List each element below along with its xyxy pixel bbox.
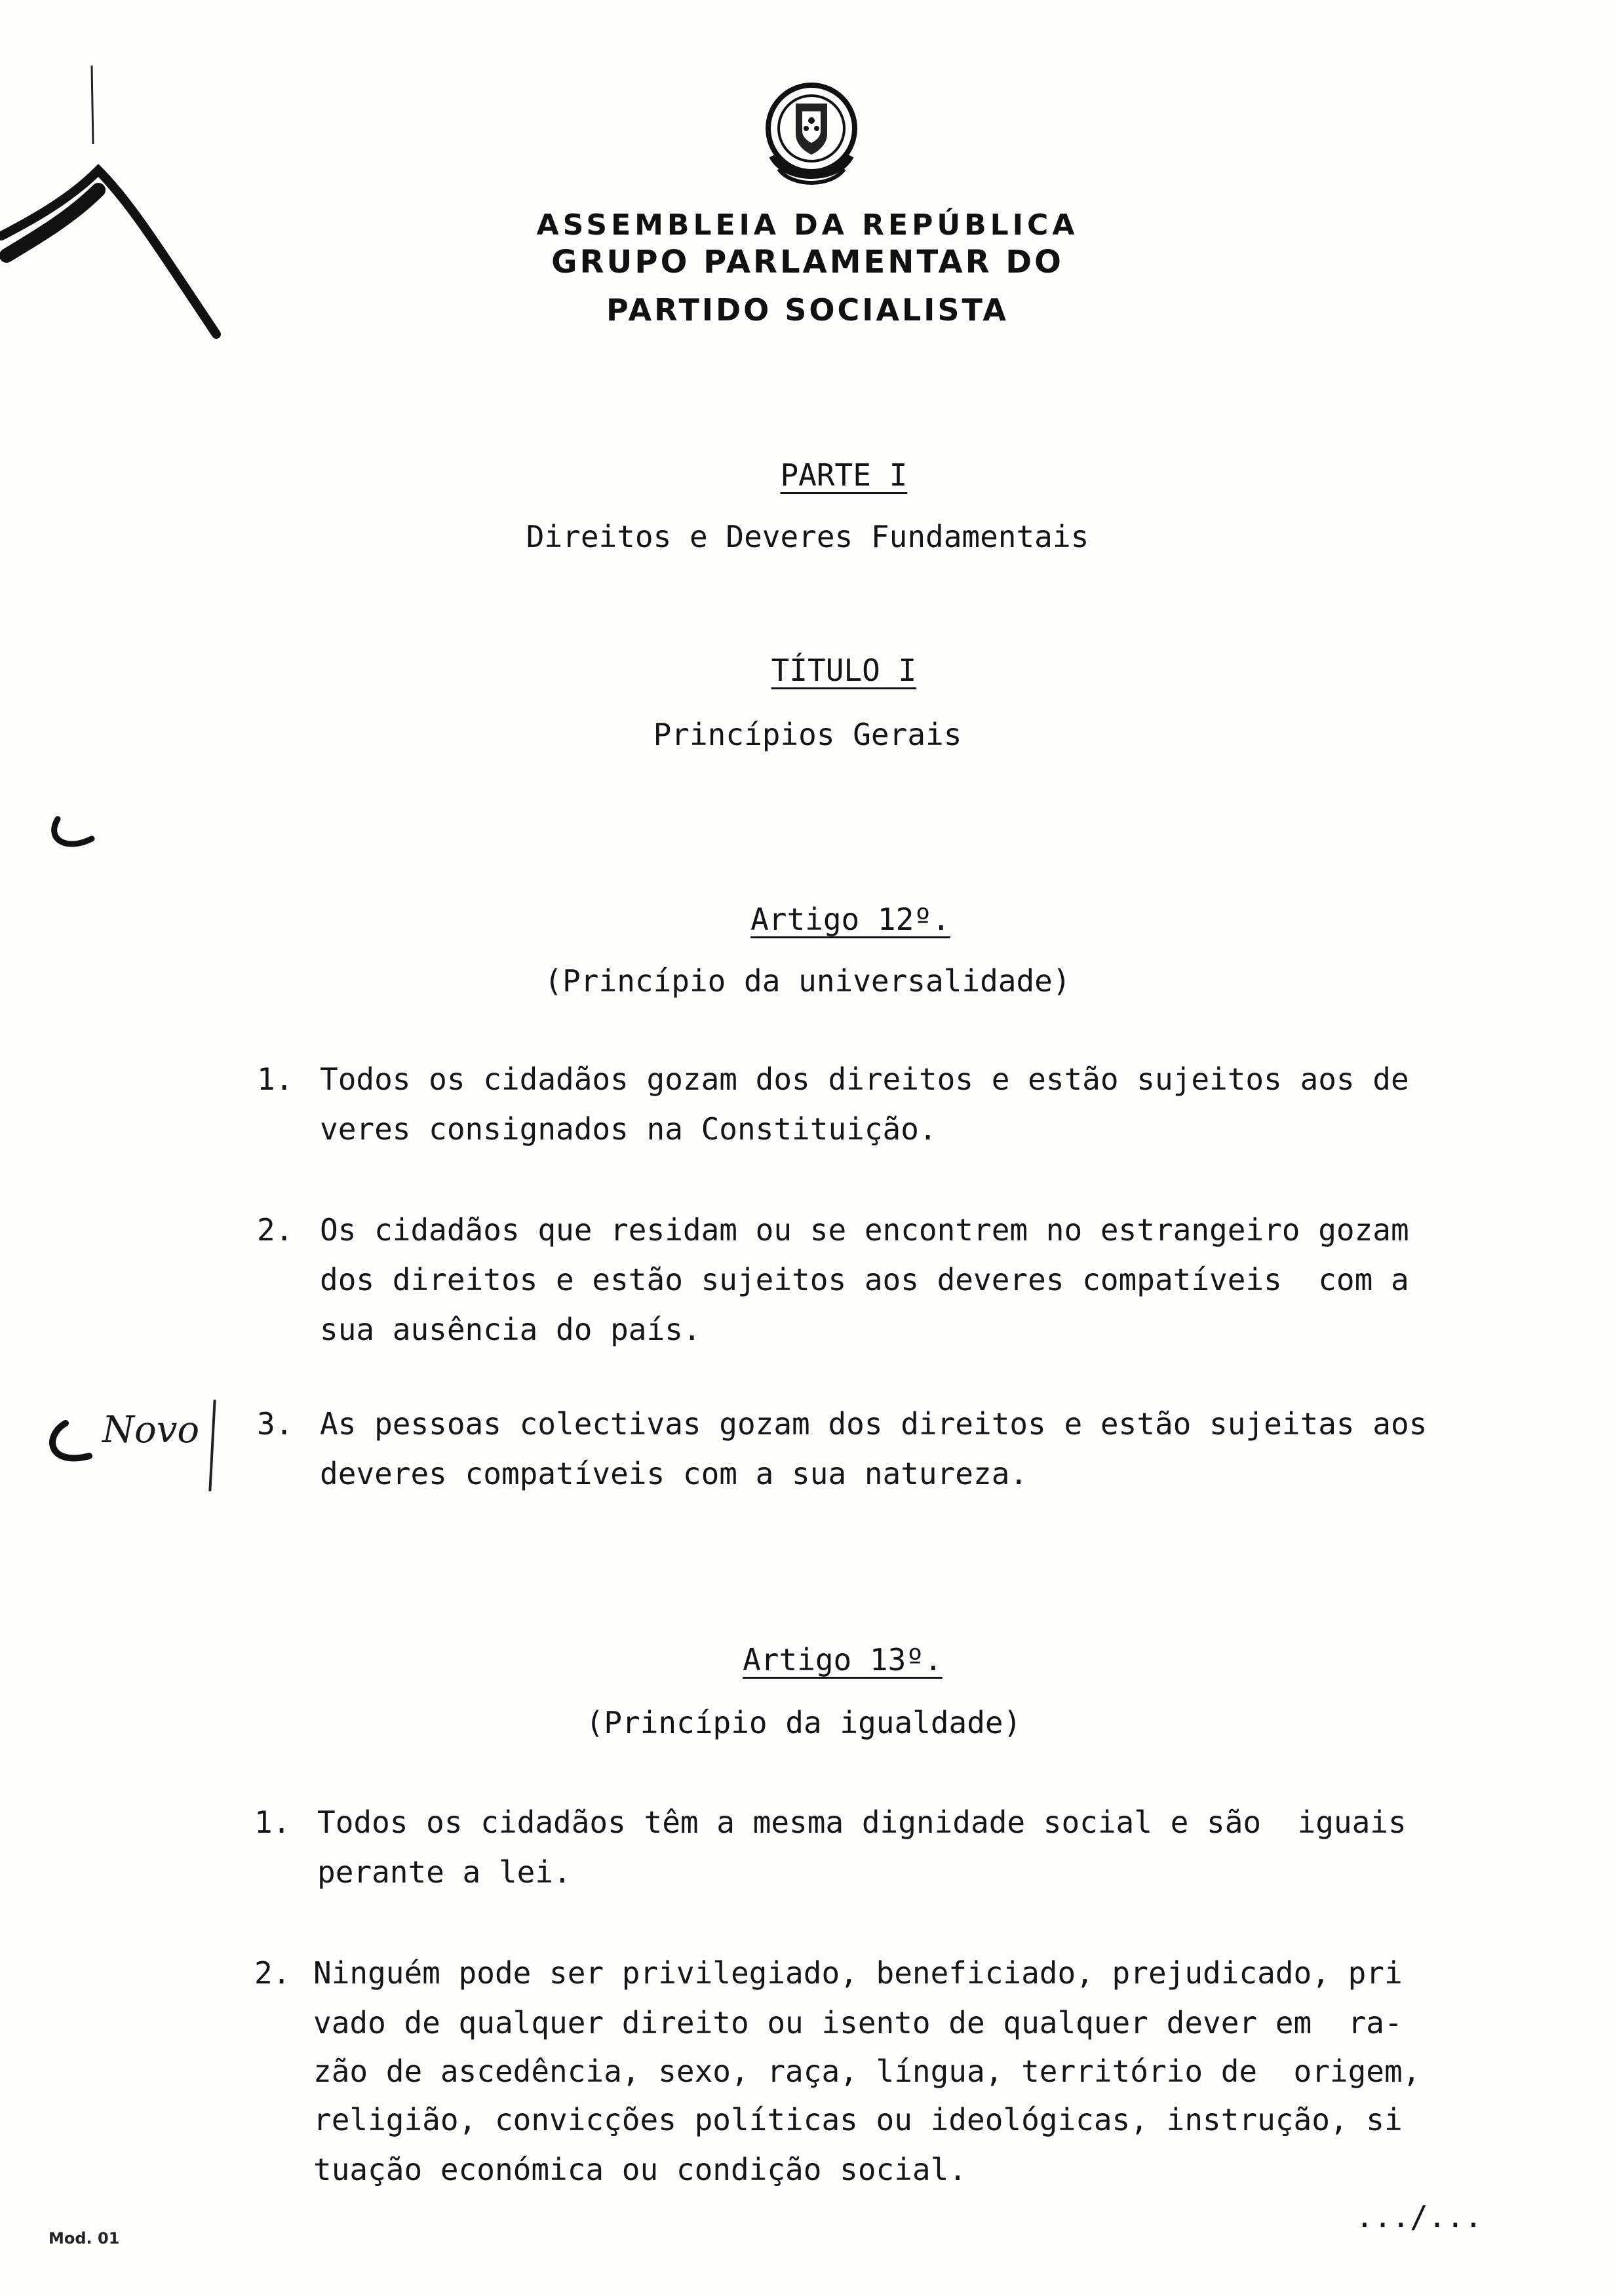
letterhead-line-2: GRUPO PARLAMENTAR DO [551, 244, 1064, 280]
article-12-p1-line: Todos os cidadãos gozam dos direitos e estão sujeitos aos de [320, 1062, 1409, 1097]
article-13-subtitle: (Princípio da igualdade) [585, 1705, 1022, 1740]
part-heading [0, 422, 1615, 528]
handwritten-margin-bar [208, 1400, 216, 1491]
article-13-p1-line: perante a lei. [317, 1854, 572, 1890]
article-13-p2-line: religião, convicções políticas ou ideológicas, instrução, si [313, 2102, 1403, 2137]
titulo-title: TÍTULO I [771, 653, 917, 688]
article-13-p2-number: 2. [254, 1955, 291, 1991]
article-12-heading [7, 866, 1615, 972]
article-12-p1-number: 1. [257, 1062, 294, 1097]
letterhead-line-3: PARTIDO SOCIALISTA [606, 292, 1009, 328]
titulo-subtitle: Princípios Gerais [653, 717, 962, 752]
coat-of-arms-emblem-icon [759, 77, 864, 195]
article-13-heading [0, 1607, 1614, 1713]
handwritten-curve-mark [46, 813, 105, 858]
article-12-p2-line: sua ausência do país. [320, 1312, 701, 1347]
article-13-p2-line: vado de qualquer direito ou isento de qualquer dever em ra- [313, 2005, 1403, 2040]
article-12-title: Artigo 12º. [750, 902, 950, 937]
article-12-p2-number: 2. [257, 1212, 294, 1248]
continues-marker: .../... [1355, 2199, 1483, 2234]
article-13-p2-line: zão de ascedência, sexo, raça, língua, território de origem, [313, 2054, 1421, 2089]
article-13-p1-line: Todos os cidadãos têm a mesma dignidade social e são iguais [317, 1805, 1407, 1840]
letterhead-line-1: ASSEMBLEIA DA REPÚBLICA [536, 208, 1079, 242]
handwritten-curve-mark [39, 1414, 98, 1473]
part-subtitle: Direitos e Deveres Fundamentais [526, 519, 1089, 554]
article-12-subtitle: (Princípio da universalidade) [544, 963, 1071, 999]
titulo-heading [0, 617, 1615, 723]
article-12-p1-line: veres consignados na Constituição. [320, 1111, 937, 1147]
article-12-p3-number: 3. [257, 1406, 294, 1442]
article-13-p2-line: Ninguém pode ser privilegiado, beneficiado, prejudicado, pri [313, 1955, 1403, 1991]
form-code: Mod. 01 [49, 2229, 120, 2248]
part-title: PARTE I [780, 457, 908, 493]
article-13-p1-number: 1. [254, 1805, 291, 1840]
handwritten-margin-note: Novo [102, 1409, 200, 1451]
article-12-p2-line: Os cidadãos que residam ou se encontrem no estrangeiro gozam [320, 1212, 1409, 1248]
article-12-p3-line: As pessoas colectivas gozam dos direitos e estão sujeitas aos [320, 1406, 1428, 1442]
article-13-p2-line: tuação económica ou condição social. [313, 2152, 967, 2187]
article-13-title: Artigo 13º. [743, 1642, 943, 1677]
article-12-p2-line: dos direitos e estão sujeitos aos deveres compatíveis com a [320, 1262, 1409, 1297]
article-12-p3-line: deveres compatíveis com a sua natureza. [320, 1456, 1028, 1491]
